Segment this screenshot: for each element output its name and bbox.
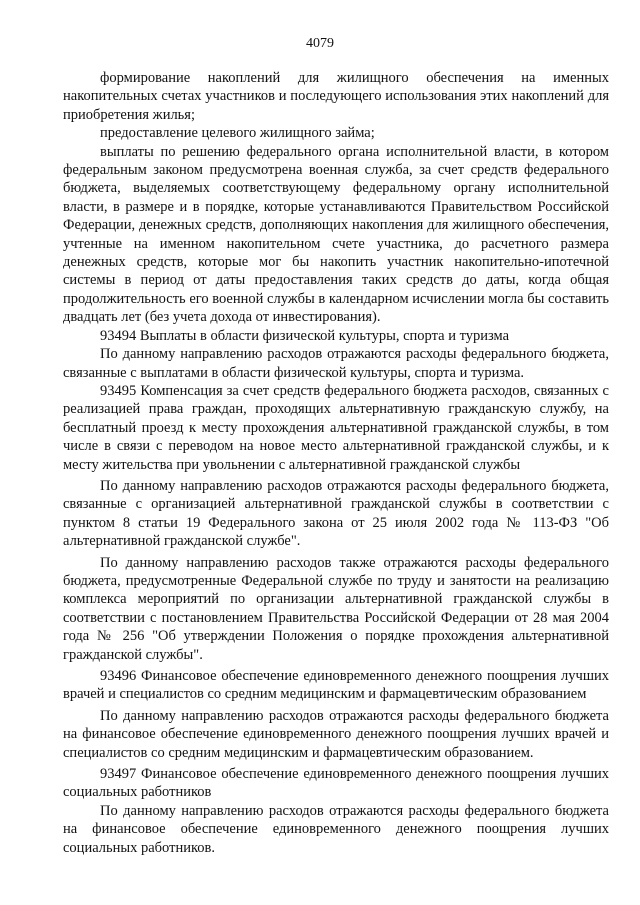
paragraph: предоставление целевого жилищного займа; — [100, 125, 375, 142]
paragraph: По данному направлению расходов отражаются расходы федерального бюджета, связанные с организацией альтернативной гражданской службы в соответствии с пунктом 8 статьи 19 Федерального закона от 25 июля 2002 года № 113-ФЗ "Об альтернативной гражданской службе". — [63, 477, 609, 550]
section-heading: 93494 Выплаты в области физической культуры, спорта и туризма — [100, 327, 510, 344]
paragraph: По данному направлению расходов отражаются расходы федерального бюджета на финансовое обеспечение единовременного денежного поощрения лучших врачей и специалистов со средним медицинским и фармацевтическим образованием. — [63, 707, 609, 761]
paragraph: По данному направлению расходов также отражаются расходы федерального бюджета, предусмотренные Федеральной службе по труду и занятости на реализацию комплекса мероприятий по организации альтернативной гражданской службы в соответствии с постановлением Правительства Российской Федерации от 28 мая 2004 года № 256 "Об утверждении Положения о порядке прохождения альтернативной гражданской службы". — [63, 554, 609, 663]
paragraph: выплаты по решению федерального органа исполнительной власти, в котором федеральным законом предусмотрена военная служба, за счет средств федерального бюджета, выделяемых соответствующему федеральному органу исполнительной власти, в размере и в порядке, которые устанавливаются Правительством Российской Федерации, денежных средств, дополняющих накопления для жилищного обеспечения, учтенные на именном накопительном счете участника, до расчетного размера денежных средств, которые мог бы накопить участник накопительно-ипотечной системы в период от даты предоставления таких средств до даты, когда общая продолжительность его военной службы в календарном исчислении могла бы составить двадцать лет (без учета дохода от инвестирования). — [63, 143, 609, 326]
paragraph: По данному направлению расходов отражаются расходы федерального бюджета на финансовое обеспечение единовременного денежного поощрения лучших социальных работников. — [63, 802, 609, 856]
document-body — [63, 69, 609, 857]
paragraph: формирование накоплений для жилищного обеспечения на именных накопительных счетах участников и последующего использования этих накоплений для приобретения жилья; — [63, 70, 609, 123]
section-heading: 93495 Компенсация за счет средств федерального бюджета расходов, связанных с реализацией права граждан, проходящих альтернативную гражданскую службу, на бесплатный проезд к месту прохождения альтернативной гражданской службы, в том числе в связи с переводом на новое место альтернативной гражданской службы, и к месту жительства при увольнении с альтернативной гражданской службы — [63, 382, 609, 473]
section-heading: 93497 Финансовое обеспечение единовременного денежного поощрения лучших социальных работников — [63, 766, 609, 801]
page-number: 4079 — [306, 36, 334, 51]
section-heading: 93496 Финансовое обеспечение единовременного денежного поощрения лучших врачей и специалистов со средним медицинским и фармацевтическим образованием — [63, 668, 609, 703]
paragraph: По данному направлению расходов отражаются расходы федерального бюджета, связанные с выплатами в области физической культуры, спорта и туризма. — [63, 346, 609, 381]
